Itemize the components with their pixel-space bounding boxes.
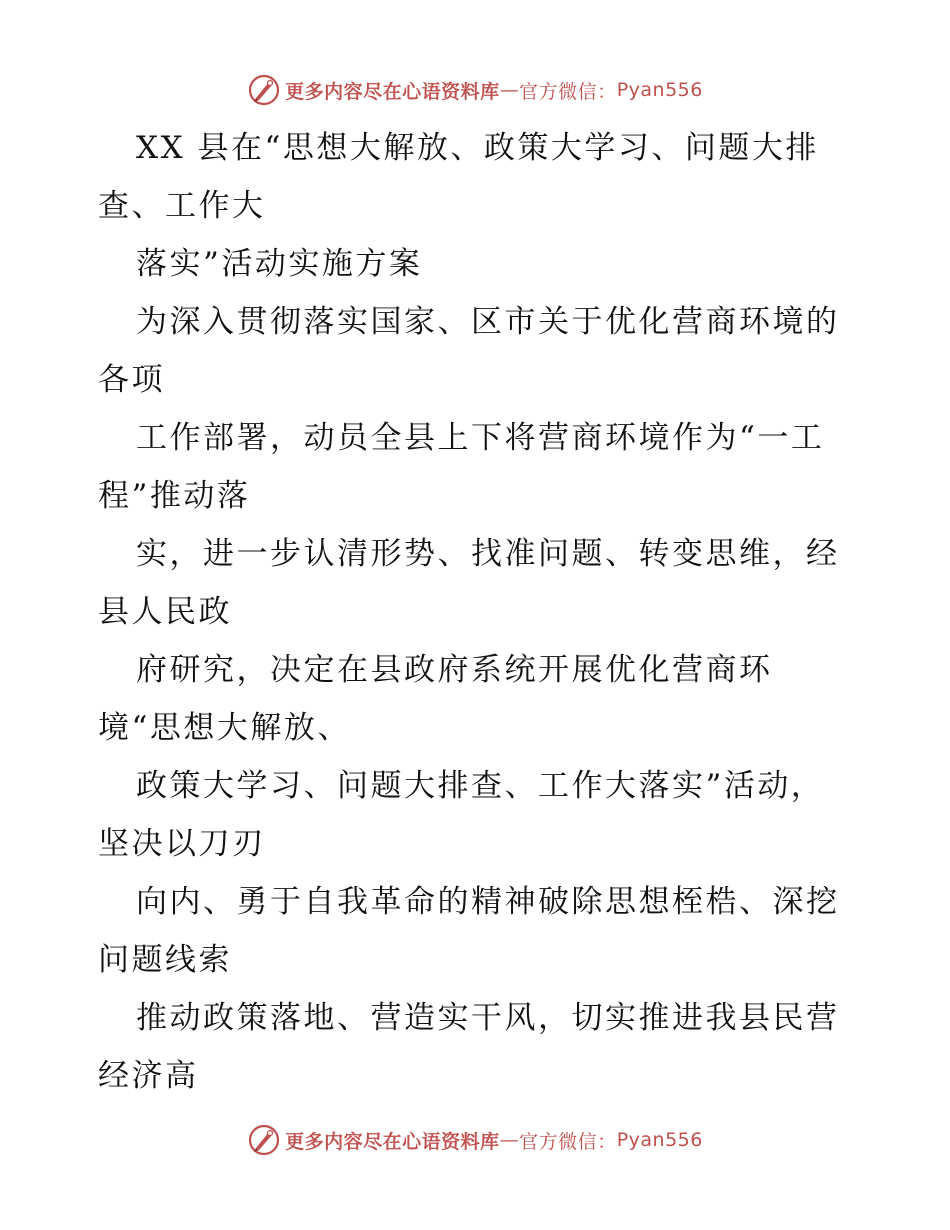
body-line: 问题线索 — [98, 942, 232, 978]
body-line: 为深入贯彻落实国家、区市关于优化营商环境的 — [136, 304, 840, 340]
watermark-wechat-id: Pyan556 — [616, 1129, 703, 1151]
body-line: 向内、勇于自我革命的精神破除思想桎梏、深挖 — [136, 884, 840, 920]
watermark-wechat-label: 官方微信： — [519, 80, 617, 103]
body-line: 查、工作大 — [98, 188, 266, 224]
watermark-main-text: 更多内容尽在心语资料库 — [285, 80, 500, 103]
body-line: 政策大学习、问题大排查、工作大落实”活动， — [136, 768, 825, 804]
body-line: 县人民政 — [98, 594, 232, 630]
footer-watermark — [0, 1120, 950, 1160]
body-line: 程”推动落 — [98, 478, 251, 514]
watermark-dash: — — [499, 79, 520, 101]
body-line: 落实”活动实施方案 — [136, 246, 423, 282]
body-line: 工作部署，动员全县上下将营商环境作为“一工 — [136, 420, 825, 456]
body-line: 推动政策落地、营造实干风，切实推进我县民营 — [136, 1000, 840, 1036]
body-line: 府研究，决定在县政府系统开展优化营商环 — [136, 652, 773, 688]
watermark-wechat-label: 官方微信： — [519, 1130, 617, 1153]
watermark-main-text: 更多内容尽在心语资料库 — [285, 1130, 500, 1153]
body-line: 坚决以刀刃 — [98, 826, 266, 862]
watermark-wechat-id: Pyan556 — [616, 79, 703, 101]
body-line: 各项 — [98, 362, 165, 398]
header-watermark — [0, 70, 950, 110]
body-line: 经济高 — [98, 1058, 199, 1094]
quill-pen-logo-icon — [247, 73, 281, 107]
body-line: 境“思想大解放、 — [98, 710, 351, 746]
body-line: XX 县在“思想大解放、政策大学习、问题大排 — [136, 130, 819, 166]
quill-pen-logo-icon — [247, 1123, 281, 1157]
watermark-dash: — — [499, 1129, 520, 1151]
body-line: 实，进一步认清形势、找准问题、转变思维，经 — [136, 536, 840, 572]
